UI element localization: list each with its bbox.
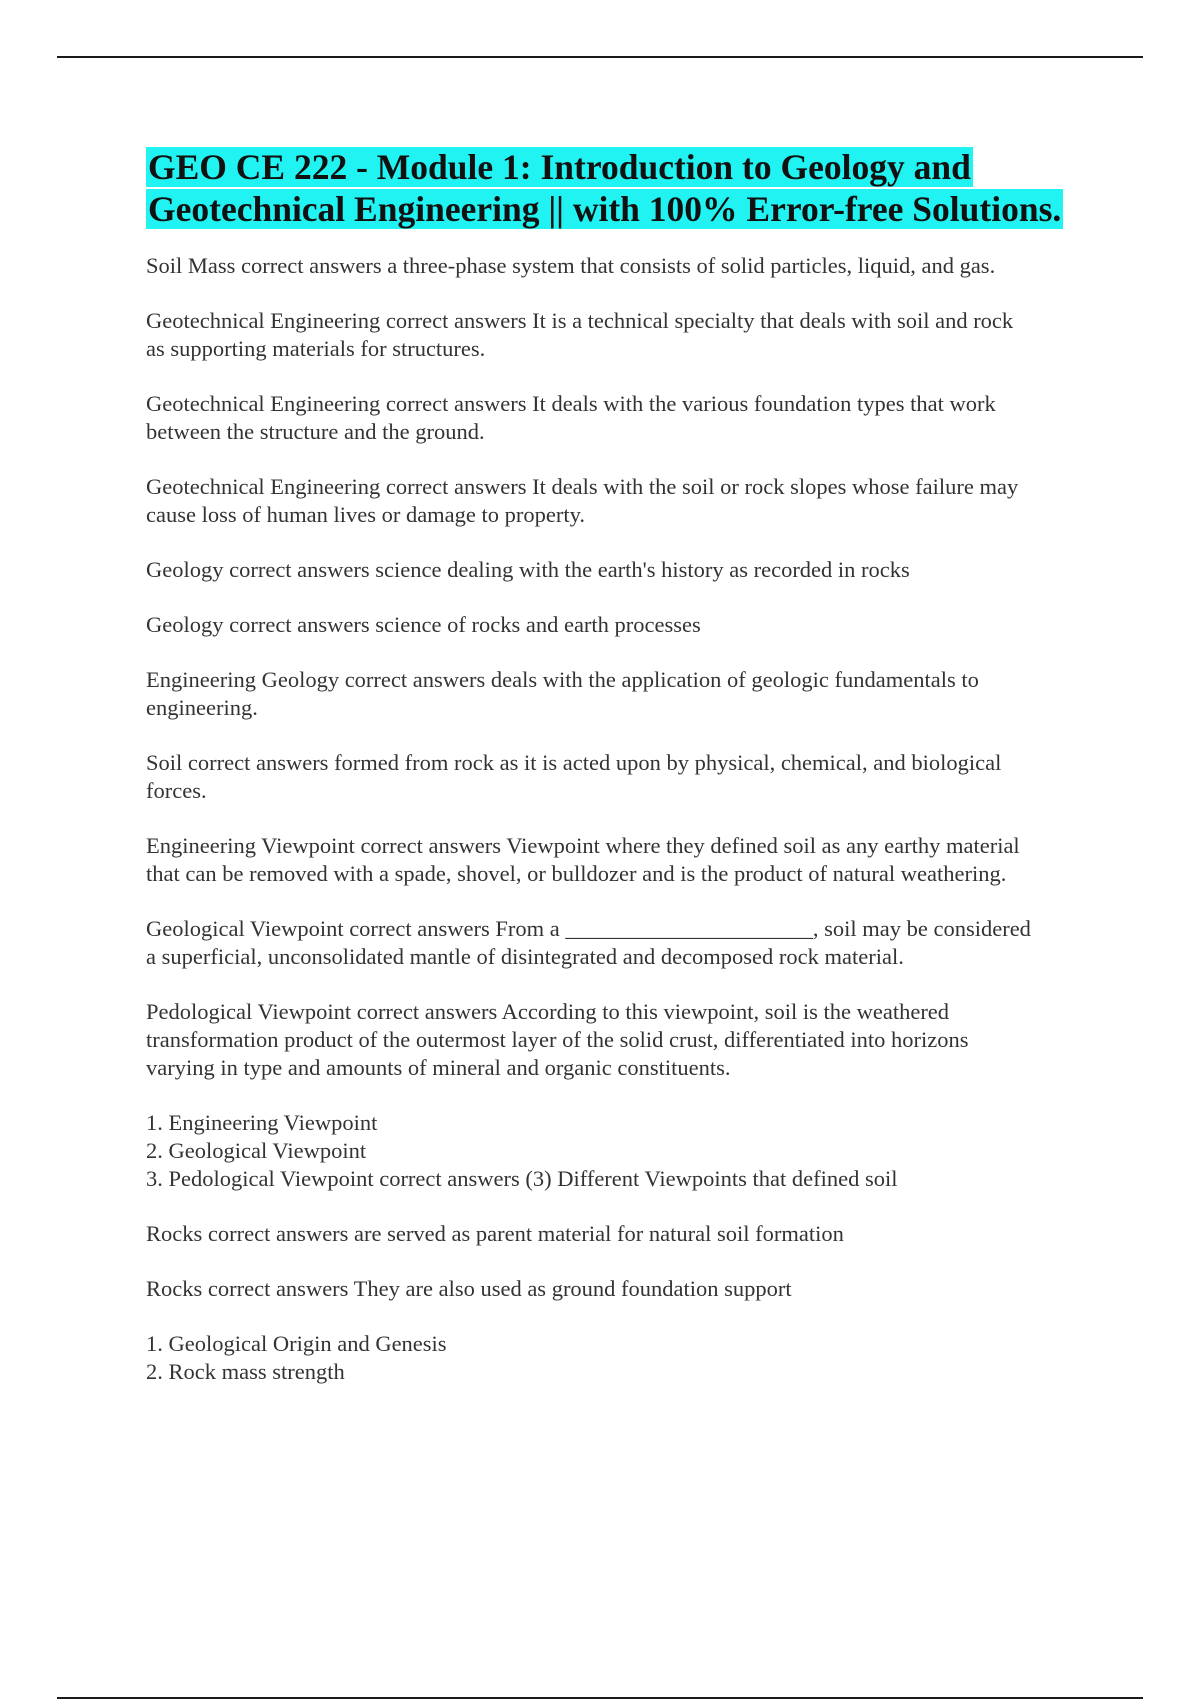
entry-line: Pedological Viewpoint correct answers According to this viewpoint, soil is the weathered: [146, 999, 950, 1024]
entry-geology-2: [146, 611, 1088, 639]
top-rule: [57, 56, 1143, 58]
entry-line: cause loss of human lives or damage to property.: [146, 502, 586, 527]
entry-line: Engineering Geology correct answers deals with the application of geologic fundamentals to: [146, 667, 979, 692]
document-body: [146, 146, 1088, 1413]
list-item: 2. Rock mass strength: [146, 1359, 345, 1384]
document-title-text: GEO CE 222 - Module 1: Introduction to Geology and Geotechnical Engineering || with 100% Error-free Solutions.: [148, 147, 1062, 229]
list-item: 3. Pedological Viewpoint correct answers (3) Different Viewpoints that defined soil: [146, 1166, 898, 1191]
entry-line: Soil Mass correct answers a three-phase system that consists of solid particles, liquid, and gas.: [146, 253, 996, 278]
entry-line: Geology correct answers science dealing with the earth's history as recorded in rocks: [146, 557, 910, 582]
entry-line: varying in type and amounts of mineral and organic constituents.: [146, 1055, 731, 1080]
entry-soil-mass: [146, 252, 1088, 280]
entry-line: engineering.: [146, 695, 258, 720]
entry-line: between the structure and the ground.: [146, 419, 485, 444]
entry-line: as supporting materials for structures.: [146, 336, 486, 361]
entry-line: Geological Viewpoint correct answers From a ______________________, soil may be considered: [146, 916, 1031, 941]
entry-line: Geotechnical Engineering correct answers It deals with the various foundation types that work: [146, 391, 996, 416]
entry-engineering-geology: [146, 666, 1088, 722]
entry-line: transformation product of the outermost layer of the solid crust, differentiated into horizons: [146, 1027, 969, 1052]
entry-geology-1: [146, 556, 1088, 584]
entry-rocks-2: [146, 1275, 1088, 1303]
entry-line: Geotechnical Engineering correct answers It deals with the soil or rock slopes whose failure may: [146, 474, 1019, 499]
entry-geological-viewpoint: [146, 915, 1088, 971]
entry-geotechnical-engineering-1: [146, 307, 1088, 363]
entry-rocks-1: [146, 1220, 1088, 1248]
entry-line: Engineering Viewpoint correct answers Viewpoint where they defined soil as any earthy material: [146, 833, 1020, 858]
entry-line: Geology correct answers science of rocks and earth processes: [146, 612, 701, 637]
entry-geotechnical-engineering-3: [146, 473, 1088, 529]
document-title: [146, 146, 1088, 230]
list-item: 1. Engineering Viewpoint: [146, 1110, 378, 1135]
entry-line: Rocks correct answers are served as parent material for natural soil formation: [146, 1221, 844, 1246]
entry-line: a superficial, unconsolidated mantle of disintegrated and decomposed rock material.: [146, 944, 904, 969]
entry-rock-list: [146, 1330, 1088, 1386]
entry-line: Geotechnical Engineering correct answers It is a technical specialty that deals with soil and rock: [146, 308, 1014, 333]
entry-geotechnical-engineering-2: [146, 390, 1088, 446]
list-item: 2. Geological Viewpoint: [146, 1138, 367, 1163]
entry-line: Rocks correct answers They are also used as ground foundation support: [146, 1276, 792, 1301]
entry-soil: [146, 749, 1088, 805]
bottom-rule: [57, 1697, 1143, 1699]
entry-line: Soil correct answers formed from rock as it is acted upon by physical, chemical, and biological: [146, 750, 1002, 775]
list-item: 1. Geological Origin and Genesis: [146, 1331, 447, 1356]
entry-pedological-viewpoint: [146, 998, 1088, 1082]
entry-line: that can be removed with a spade, shovel, or bulldozer and is the product of natural weathering.: [146, 861, 1007, 886]
entry-engineering-viewpoint: [146, 832, 1088, 888]
entry-viewpoints-list: [146, 1109, 1088, 1193]
entry-line: forces.: [146, 778, 207, 803]
